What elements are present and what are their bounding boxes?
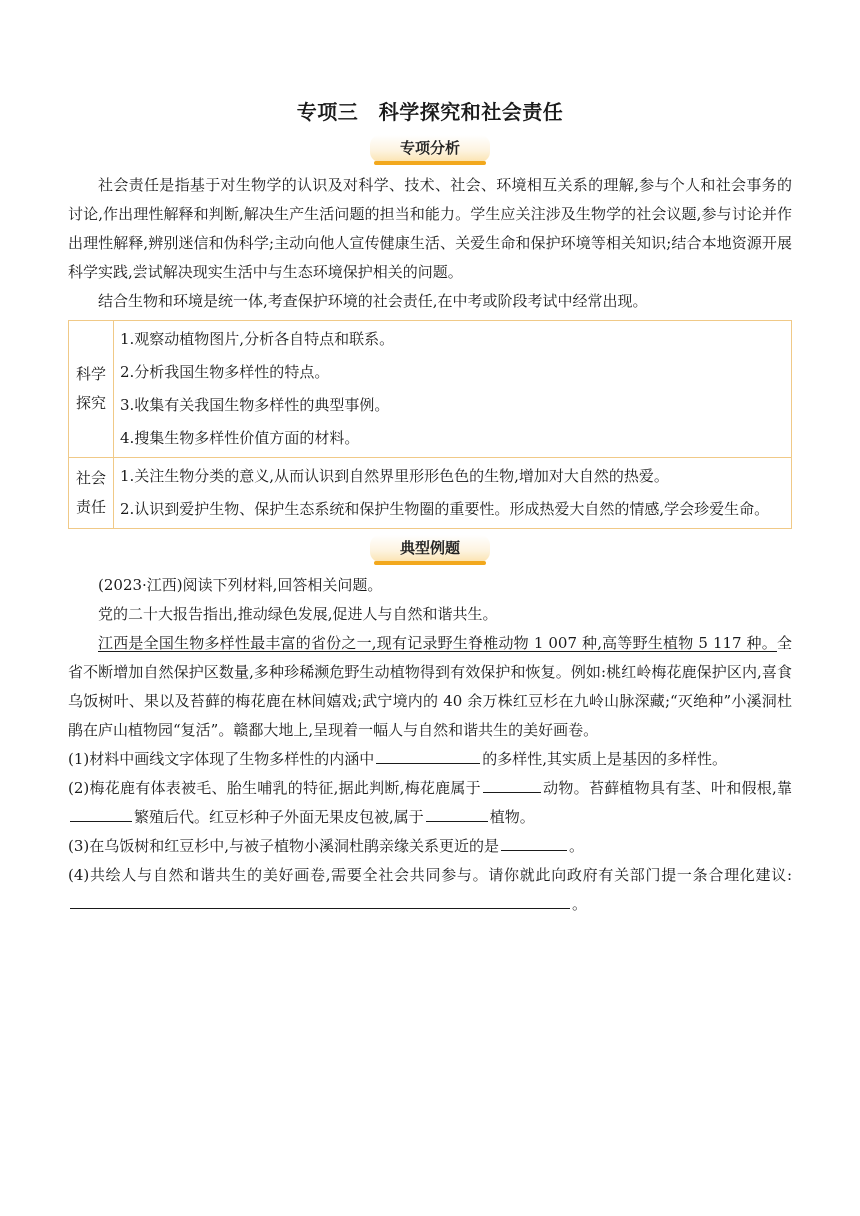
list-item: 4.搜集生物多样性价值方面的材料。 [120, 429, 360, 447]
row-label-social-responsibility: 社会 责任 [69, 458, 114, 529]
example-material-paragraph: 江西是全国生物多样性最丰富的省份之一,现有记录野生脊椎动物 1 007 种,高等野生植物 5 117 种。全省不断增加自然保护区数量,多种珍稀濒危野生动植物得到有效保护和恢复。例如:桃红岭梅花鹿保护区内,喜食乌饭树叶、果以及苔藓的梅花鹿在林间嬉戏;武宁境内的 40 余万株红豆杉在九岭山脉深藏;“灭绝种”小溪洞杜鹃在庐山植物园“复活”。赣鄱大地上,呈现着一幅人与自然和谐共生的美好画卷。 [68, 634, 792, 739]
underlined-text: 江西是全国生物多样性最丰富的省份之一,现有记录野生脊椎动物 1 007 种,高等野生植物 5 117 种。 [98, 634, 777, 652]
answer-blank[interactable] [70, 892, 570, 909]
competency-table [68, 320, 792, 529]
list-item: 2.认识到爱护生物、保护生态系统和保护生物圈的重要性。形成热爱大自然的情感,学会珍爱生命。 [120, 500, 770, 518]
question-4: (4)共绘人与自然和谐共生的美好画卷,需要全社会共同参与。请你就此向政府有关部门提一条合理化建议:。 [68, 866, 792, 913]
list-item: 1.观察动植物图片,分析各自特点和联系。 [120, 330, 395, 348]
answer-blank[interactable] [501, 834, 567, 851]
intro-paragraph-1: 社会责任是指基于对生物学的认识及对科学、技术、社会、环境相互关系的理解,参与个人和社会事务的讨论,作出理性解释和判断,解决生产生活问题的担当和能力。学生应关注涉及生物学的社会议题,参与讨论并作出理性解释,辨别迷信和伪科学;主动向他人宣传健康生活、关爱生命和保护环境等相关知识;结合本地资源开展科学实践,尝试解决现实生活中与生态环境保护相关的问题。 [68, 176, 792, 281]
list-item: 1.关注生物分类的意义,从而认识到自然界里形形色色的生物,增加对大自然的热爱。 [120, 467, 669, 485]
answer-blank[interactable] [70, 805, 132, 822]
table-row [69, 458, 792, 529]
example-source-line: (2023·江西)阅读下列材料,回答相关问题。 [98, 576, 383, 594]
row-content-science-inquiry [114, 321, 792, 458]
section-banner-analysis [68, 135, 792, 163]
list-item: 3.收集有关我国生物多样性的典型事例。 [120, 396, 390, 414]
row-content-social-responsibility [114, 458, 792, 529]
question-3: (3)在乌饭树和红豆杉中,与被子植物小溪洞杜鹃亲缘关系更近的是 。 [68, 832, 792, 861]
question-1: (1)材料中画线文字体现了生物多样性的内涵中 的多样性,其实质上是基因的多样性。 [68, 745, 792, 774]
section-banner-label: 典型例题 [370, 535, 490, 562]
document-page [68, 96, 792, 919]
section-banner-label: 专项分析 [370, 135, 490, 162]
example-intro-line: 党的二十大报告指出,推动绿色发展,促进人与自然和谐共生。 [98, 605, 498, 623]
list-item: 2.分析我国生物多样性的特点。 [120, 363, 330, 381]
question-2: (2)梅花鹿有体表被毛、胎生哺乳的特征,据此判断,梅花鹿属于 动物。苔藓植物具有茎、叶和假根,靠繁殖后代。红豆杉种子外面无果皮包被,属于 植物。 [68, 774, 792, 832]
row-label-science-inquiry: 科学 探究 [69, 321, 114, 458]
section-banner-examples [68, 535, 792, 563]
intro-paragraph-2: 结合生物和环境是统一体,考查保护环境的社会责任,在中考或阶段考试中经常出现。 [98, 292, 648, 310]
answer-blank[interactable] [426, 805, 488, 822]
page-title: 专项三 科学探究和社会责任 [296, 100, 564, 124]
table-row [69, 321, 792, 458]
answer-blank[interactable] [483, 776, 541, 793]
answer-blank[interactable] [376, 747, 480, 764]
